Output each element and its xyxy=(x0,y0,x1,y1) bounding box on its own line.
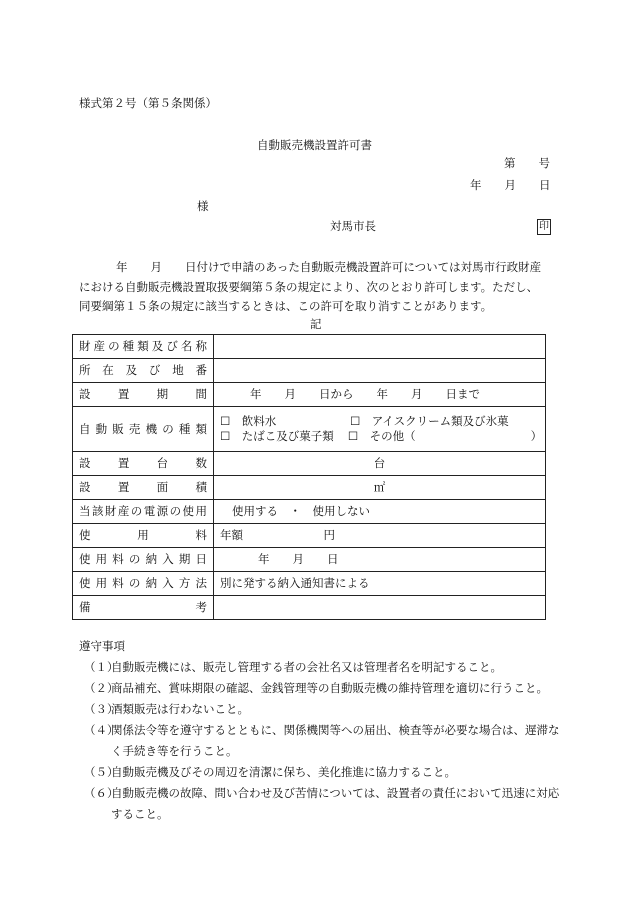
property-name-label: 財産の種類及び名称 xyxy=(73,335,214,359)
issue-date: 年 月 日 xyxy=(470,178,551,192)
property-name-value xyxy=(214,335,546,359)
table-row xyxy=(73,359,546,383)
option-tobacco-snacks: ☐ たばこ及び菓子類 xyxy=(220,429,334,443)
fee-due-date-label: 使用料の納入期日 xyxy=(73,548,214,572)
notes-heading: 遵守事項 xyxy=(79,639,125,653)
area-value: ㎡ xyxy=(214,476,546,500)
table-row xyxy=(73,383,546,407)
table-row xyxy=(73,548,546,572)
payment-method-label: 使用料の納入方法 xyxy=(73,572,214,596)
period-label: 設置期間 xyxy=(73,383,214,407)
list-item: （４）関係法令等を遵守するとともに、関係機関等への届出、検査等が必要な場合は、遅滞なく手続き等を行うこと。 xyxy=(84,723,560,758)
addressee-suffix: 様 xyxy=(197,199,209,213)
machine-type-options xyxy=(214,407,546,452)
list-item: （１）自動販売機には、販売し管理する者の会社名又は管理者名を明記すること。 xyxy=(84,660,502,674)
body-line-1: 年 月 日付けで申請のあった自動販売機設置許可については対馬市行政財産 xyxy=(116,260,542,274)
fee-value: 年額 円 xyxy=(214,524,546,548)
unit-count-value: 台 xyxy=(214,452,546,476)
table-row xyxy=(73,476,546,500)
compliance-notes xyxy=(79,636,569,825)
power-use-label: 当該財産の電源の使用 xyxy=(73,500,214,524)
machine-type-row-1 xyxy=(220,414,539,429)
option-ice-cream: ☐ アイスクリーム類及び氷菓 xyxy=(350,414,509,429)
payment-method-value: 別に発する納入通知書による xyxy=(214,572,546,596)
table-row xyxy=(73,500,546,524)
table-row xyxy=(73,407,546,452)
option-other: ☐ その他（ ） xyxy=(347,429,543,443)
list-item: （５）自動販売機及びその周辺を清潔に保ち、美化推進に協力すること。 xyxy=(84,765,456,779)
fee-due-date-value: 年 月 日 xyxy=(214,548,546,572)
body-line-3: 同要綱第１５条の規定に該当するときは、この許可を取り消すことがあります。 xyxy=(79,299,493,313)
form-number: 様式第２号（第５条関係） xyxy=(79,96,217,110)
body-paragraph xyxy=(79,258,559,317)
option-beverage: ☐ 飲料水 xyxy=(220,414,277,429)
location-value xyxy=(214,359,546,383)
seal-box: 印 xyxy=(537,219,551,235)
permit-number: 第 号 xyxy=(504,156,550,170)
remarks-value xyxy=(214,596,546,620)
issuer-name: 対馬市長 xyxy=(330,219,376,233)
body-line-2: における自動販売機設置取扱要綱第５条の規定により、次のとおり許可します。ただし、 xyxy=(79,279,539,294)
location-label: 所在及び地番 xyxy=(73,359,214,383)
document-title: 自動販売機設置許可書 xyxy=(257,138,372,152)
list-item: （６）自動販売機の故障、問い合わせ及び苦情については、設置者の責任において迅速に対応すること。 xyxy=(84,786,560,821)
list-item: （２）商品補充、賞味期限の確認、金銭管理等の自動販売機の維持管理を適切に行うこと。 xyxy=(84,681,548,695)
machine-type-label: 自動販売機の種類 xyxy=(73,407,214,452)
table-row xyxy=(73,335,546,359)
area-label: 設置面積 xyxy=(73,476,214,500)
remarks-label: 備考 xyxy=(73,596,214,620)
fee-label: 使用料 xyxy=(73,524,214,548)
table-row xyxy=(73,596,546,620)
unit-count-label: 設置台数 xyxy=(73,452,214,476)
machine-type-row-2 xyxy=(220,429,543,444)
table-row xyxy=(73,452,546,476)
period-value: 年 月 日から 年 月 日まで xyxy=(214,383,546,407)
table-row xyxy=(73,524,546,548)
ki-heading: 記 xyxy=(310,317,322,331)
power-use-value: 使用する ・ 使用しない xyxy=(214,500,546,524)
seal-mark xyxy=(537,219,551,235)
permit-details-table xyxy=(72,334,546,620)
list-item: （３）酒類販売は行わないこと。 xyxy=(84,702,249,716)
table-row xyxy=(73,572,546,596)
